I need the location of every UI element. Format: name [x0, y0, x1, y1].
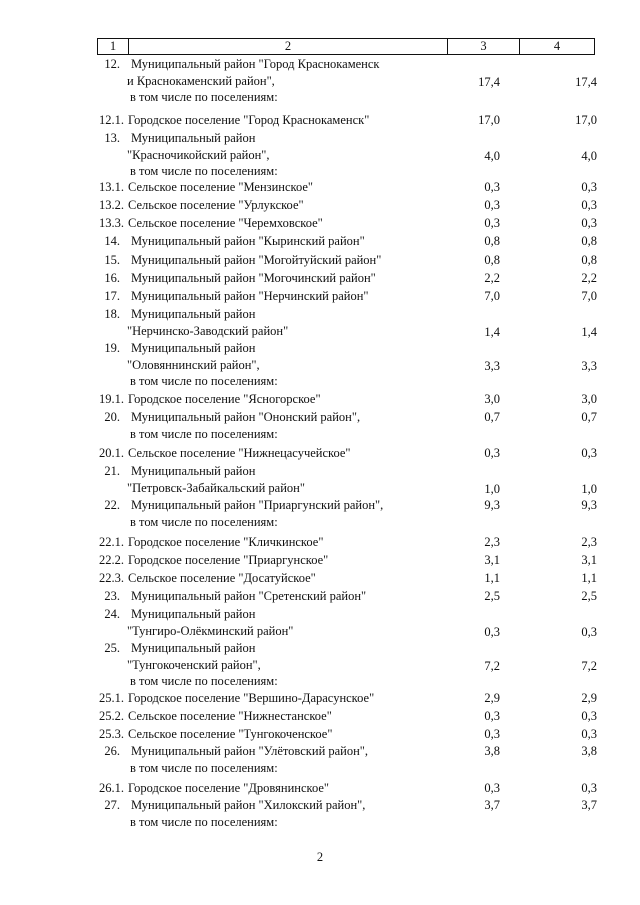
value-col-3: 0,3	[484, 446, 500, 460]
value-col-3: 0,3	[484, 624, 500, 639]
row-text: Муниципальный район "Нерчинский район"	[131, 289, 369, 303]
row-text: Сельское поселение "Нижнецасучейское"	[128, 446, 351, 460]
value-col-3: 0,8	[484, 234, 500, 248]
row-number: 25.2.	[99, 709, 124, 723]
row-number: 13.3.	[99, 216, 124, 230]
row-text: Муниципальный район	[131, 131, 256, 145]
value-col-3: 4,0	[484, 148, 500, 163]
row-text: в том числе по поселениям:	[130, 374, 278, 389]
value-col-4: 7,2	[581, 658, 597, 673]
row-text: в том числе по поселениям:	[130, 674, 278, 689]
row-number: 15.	[104, 253, 120, 267]
row-number: 20.1.	[99, 446, 124, 460]
row-text: Муниципальный район	[131, 607, 256, 621]
value-col-3: 2,2	[484, 271, 500, 285]
row-text: Городское поселение "Кличкинское"	[128, 535, 324, 549]
header-col-3: 3	[480, 39, 487, 53]
value-col-4: 2,9	[581, 691, 597, 705]
row-number: 13.2.	[99, 198, 124, 212]
row-number: 22.3.	[99, 571, 124, 585]
row-text: Муниципальный район	[131, 307, 256, 321]
value-col-4: 17,4	[575, 74, 597, 89]
row-number: 12.1.	[99, 113, 124, 127]
row-text: "Тунгокоченский район",	[127, 657, 261, 672]
header-col-2: 2	[284, 39, 292, 53]
value-col-4: 3,1	[581, 553, 597, 567]
value-col-4: 3,0	[581, 392, 597, 406]
value-col-3: 0,3	[484, 781, 500, 795]
row-text: Сельское поселение "Тунгокоченское"	[128, 727, 333, 741]
value-col-3: 17,0	[478, 113, 500, 127]
row-number: 14.	[104, 234, 120, 248]
row-text: Муниципальный район "Могойтуйский район"	[131, 253, 382, 267]
value-col-4: 2,5	[581, 589, 597, 603]
row-number: 25.3.	[99, 727, 124, 741]
value-col-4: 0,3	[581, 180, 597, 194]
row-text: в том числе по поселениям:	[130, 514, 278, 529]
row-text: Городское поселение "Ясногорское"	[128, 392, 321, 406]
row-number: 25.1.	[99, 691, 124, 705]
row-text: "Нерчинско-Заводский район"	[127, 323, 289, 338]
row-text: Сельское поселение "Нижнестанское"	[128, 709, 332, 723]
row-text: Муниципальный район "Город Краснокаменск	[131, 57, 380, 71]
row-text: и Краснокаменский район",	[127, 73, 275, 88]
value-col-3: 0,3	[484, 216, 500, 230]
row-text: Муниципальный район "Хилокский район",	[131, 798, 366, 812]
table-header	[97, 38, 595, 55]
value-col-4: 0,8	[581, 234, 597, 248]
row-text: Муниципальный район "Кыринский район"	[131, 234, 365, 248]
value-col-4: 9,3	[581, 498, 597, 512]
row-text: Городское поселение "Приаргунское"	[128, 553, 329, 567]
value-col-3: 0,8	[484, 253, 500, 267]
row-number: 25.	[104, 641, 120, 655]
row-text: "Красночикойский район",	[127, 147, 270, 162]
row-number: 16.	[104, 271, 120, 285]
row-number: 13.	[104, 131, 120, 145]
row-text: Сельское поселение "Черемховское"	[128, 216, 323, 230]
value-col-3: 3,3	[484, 358, 500, 373]
value-col-3: 1,1	[484, 571, 500, 585]
row-text: Муниципальный район	[131, 641, 256, 655]
value-col-4: 7,0	[581, 289, 597, 303]
row-number: 24.	[104, 607, 120, 621]
row-number: 23.	[104, 589, 120, 603]
value-col-3: 9,3	[484, 498, 500, 512]
header-col-1: 1	[109, 39, 117, 53]
row-number: 20.	[104, 410, 120, 424]
value-col-4: 1,4	[581, 324, 597, 339]
row-text: Муниципальный район "Могочинский район"	[131, 271, 376, 285]
row-text: Городское поселение "Вершино-Дарасунское"	[128, 691, 375, 705]
value-col-4: 0,3	[581, 781, 597, 795]
row-number: 22.	[104, 498, 120, 512]
row-number: 22.2.	[99, 553, 124, 567]
value-col-4: 17,0	[575, 113, 597, 127]
value-col-4: 3,3	[581, 358, 597, 373]
value-col-3: 0,3	[484, 709, 500, 723]
value-col-4: 3,8	[581, 744, 597, 758]
value-col-3: 0,3	[484, 198, 500, 212]
row-text: Муниципальный район	[131, 341, 256, 355]
value-col-4: 0,3	[581, 216, 597, 230]
value-col-3: 0,3	[484, 180, 500, 194]
row-number: 27.	[104, 798, 120, 812]
header-col-4: 4	[553, 39, 561, 53]
page-number: 2	[316, 850, 324, 864]
row-text: "Тунгиро-Олёкминский район"	[127, 623, 294, 638]
row-number: 26.	[104, 744, 120, 758]
value-col-3: 1,0	[484, 481, 500, 496]
value-col-3: 7,2	[484, 658, 500, 673]
value-col-3: 2,5	[484, 589, 500, 603]
value-col-4: 1,1	[581, 571, 597, 585]
value-col-4: 0,3	[581, 446, 597, 460]
value-col-4: 1,0	[581, 481, 597, 496]
row-number: 19.	[104, 341, 120, 355]
value-col-4: 0,3	[581, 727, 597, 741]
value-col-3: 7,0	[484, 289, 500, 303]
value-col-4: 3,7	[581, 798, 597, 812]
value-col-3: 3,7	[484, 798, 500, 812]
row-text: Муниципальный район "Сретенский район"	[131, 589, 367, 603]
row-number: 19.1.	[99, 392, 124, 406]
row-text: Сельское поселение "Мензинское"	[128, 180, 314, 194]
row-number: 17.	[104, 289, 120, 303]
row-text: "Оловяннинский район",	[127, 357, 260, 372]
value-col-4: 0,8	[581, 253, 597, 267]
value-col-3: 2,3	[484, 535, 500, 549]
row-number: 18.	[104, 307, 120, 321]
row-number: 12.	[104, 57, 120, 71]
value-col-4: 4,0	[581, 148, 597, 163]
value-col-4: 2,3	[581, 535, 597, 549]
row-number: 26.1.	[99, 781, 124, 795]
row-text: Городское поселение "Город Краснокаменск"	[128, 113, 370, 127]
row-text: Городское поселение "Дровянинское"	[128, 781, 330, 795]
value-col-3: 0,7	[484, 410, 500, 424]
row-text: Муниципальный район "Ононский район",	[131, 410, 361, 424]
row-number: 22.1.	[99, 535, 124, 549]
value-col-3: 3,1	[484, 553, 500, 567]
row-text: "Петровск-Забайкальский район"	[127, 480, 305, 495]
value-col-3: 0,3	[484, 727, 500, 741]
value-col-3: 2,9	[484, 691, 500, 705]
row-text: Муниципальный район "Приаргунский район",	[131, 498, 384, 512]
row-text: в том числе по поселениям:	[130, 164, 278, 179]
row-text: в том числе по поселениям:	[130, 760, 278, 775]
row-text: Муниципальный район	[131, 464, 256, 478]
value-col-4: 0,3	[581, 198, 597, 212]
value-col-3: 3,0	[484, 392, 500, 406]
row-text: Сельское поселение "Урлукское"	[128, 198, 304, 212]
value-col-4: 0,3	[581, 624, 597, 639]
value-col-3: 17,4	[478, 74, 500, 89]
row-text: в том числе по поселениям:	[130, 426, 278, 441]
value-col-3: 3,8	[484, 744, 500, 758]
row-text: в том числе по поселениям:	[130, 90, 278, 105]
row-text: Муниципальный район "Улётовский район",	[131, 744, 369, 758]
row-number: 21.	[104, 464, 120, 478]
row-number: 13.1.	[99, 180, 124, 194]
row-text: в том числе по поселениям:	[130, 814, 278, 829]
value-col-3: 1,4	[484, 324, 500, 339]
value-col-4: 2,2	[581, 271, 597, 285]
value-col-4: 0,7	[581, 410, 597, 424]
row-text: Сельское поселение "Досатуйское"	[128, 571, 316, 585]
value-col-4: 0,3	[581, 709, 597, 723]
